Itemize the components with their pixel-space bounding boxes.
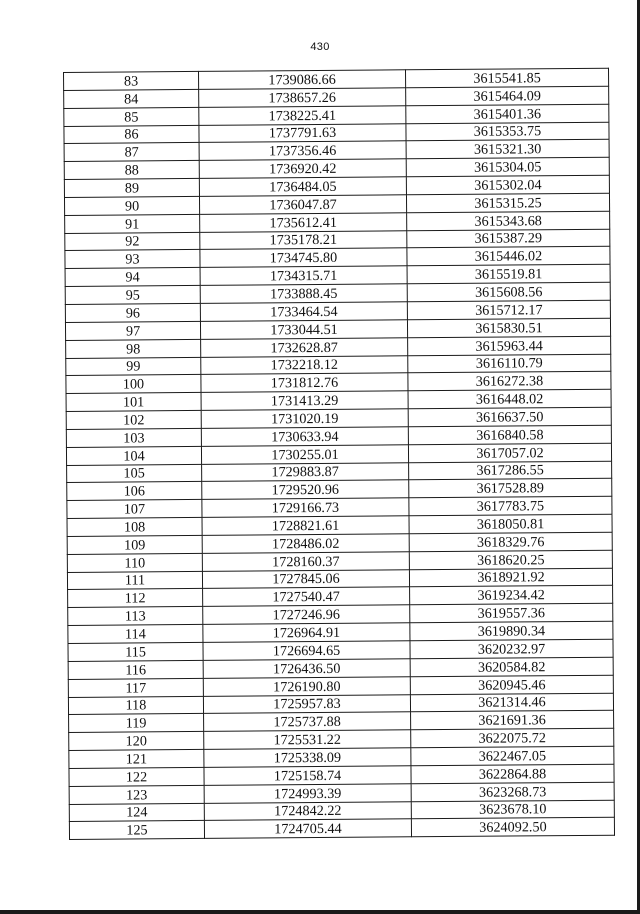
point-number-cell: 83 bbox=[64, 71, 199, 90]
y-coordinate-cell: 3615304.05 bbox=[406, 157, 609, 176]
point-number-cell: 112 bbox=[68, 589, 203, 608]
point-number-cell: 110 bbox=[67, 553, 202, 572]
y-coordinate-cell: 3615315.25 bbox=[406, 193, 609, 212]
y-coordinate-cell: 3615343.68 bbox=[407, 211, 610, 230]
x-coordinate-cell: 1738225.41 bbox=[199, 105, 406, 124]
y-coordinate-cell: 3623268.73 bbox=[411, 782, 614, 801]
x-coordinate-cell: 1728821.61 bbox=[202, 516, 409, 535]
point-number-cell: 116 bbox=[68, 660, 203, 679]
y-coordinate-cell: 3617286.55 bbox=[409, 461, 612, 480]
point-number-cell: 113 bbox=[68, 607, 203, 626]
y-coordinate-cell: 3615963.44 bbox=[408, 336, 611, 355]
x-coordinate-cell: 1733044.51 bbox=[200, 320, 407, 339]
y-coordinate-cell: 3615321.30 bbox=[406, 140, 609, 159]
y-coordinate-cell: 3615519.81 bbox=[407, 264, 610, 283]
y-coordinate-cell: 3620945.46 bbox=[410, 675, 613, 694]
y-coordinate-cell: 3617528.89 bbox=[409, 479, 612, 498]
x-coordinate-cell: 1731020.19 bbox=[201, 409, 408, 428]
x-coordinate-cell: 1731413.29 bbox=[201, 391, 408, 410]
x-coordinate-cell: 1730633.94 bbox=[201, 427, 408, 446]
y-coordinate-cell: 3615302.04 bbox=[406, 175, 609, 194]
point-number-cell: 107 bbox=[67, 500, 202, 519]
point-number-cell: 122 bbox=[69, 767, 204, 786]
y-coordinate-cell: 3615541.85 bbox=[405, 68, 608, 87]
page-number: 430 bbox=[310, 41, 330, 53]
point-number-cell: 103 bbox=[66, 428, 201, 447]
x-coordinate-cell: 1735612.41 bbox=[200, 213, 407, 232]
point-number-cell: 111 bbox=[67, 571, 202, 590]
x-coordinate-cell: 1736920.42 bbox=[199, 159, 406, 178]
x-coordinate-cell: 1726436.50 bbox=[203, 659, 410, 678]
y-coordinate-cell: 3622075.72 bbox=[411, 728, 614, 747]
x-coordinate-cell: 1735178.21 bbox=[200, 230, 407, 249]
point-number-cell: 85 bbox=[64, 107, 199, 126]
x-coordinate-cell: 1739086.66 bbox=[198, 70, 405, 89]
x-coordinate-cell: 1734745.80 bbox=[200, 248, 407, 267]
coordinates-table-container bbox=[63, 68, 614, 841]
y-coordinate-cell: 3622864.88 bbox=[411, 764, 614, 783]
point-number-cell: 120 bbox=[69, 732, 204, 751]
y-coordinate-cell: 3618050.81 bbox=[409, 514, 612, 533]
point-number-cell: 115 bbox=[68, 642, 203, 661]
y-coordinate-cell: 3619234.42 bbox=[410, 586, 613, 605]
x-coordinate-cell: 1732628.87 bbox=[201, 337, 408, 356]
x-coordinate-cell: 1724993.39 bbox=[204, 784, 411, 803]
x-coordinate-cell: 1727540.47 bbox=[203, 587, 410, 606]
point-number-cell: 100 bbox=[66, 375, 201, 394]
x-coordinate-cell: 1724705.44 bbox=[204, 819, 411, 838]
scan-border-bottom bbox=[0, 910, 640, 914]
point-number-cell: 91 bbox=[65, 214, 200, 233]
point-number-cell: 118 bbox=[68, 696, 203, 715]
point-number-cell: 108 bbox=[67, 518, 202, 537]
x-coordinate-cell: 1728160.37 bbox=[202, 552, 409, 571]
y-coordinate-cell: 3616637.50 bbox=[408, 407, 611, 426]
x-coordinate-cell: 1729883.87 bbox=[202, 462, 409, 481]
x-coordinate-cell: 1737791.63 bbox=[199, 123, 406, 142]
y-coordinate-cell: 3615712.17 bbox=[407, 300, 610, 319]
x-coordinate-cell: 1729520.96 bbox=[202, 480, 409, 499]
point-number-cell: 86 bbox=[64, 125, 199, 144]
point-number-cell: 94 bbox=[65, 268, 200, 287]
coordinates-table-body bbox=[64, 68, 615, 840]
point-number-cell: 87 bbox=[64, 143, 199, 162]
y-coordinate-cell: 3615464.09 bbox=[406, 86, 609, 105]
point-number-cell: 106 bbox=[67, 482, 202, 501]
point-number-cell: 97 bbox=[65, 321, 200, 340]
point-number-cell: 98 bbox=[66, 339, 201, 358]
point-number-cell: 125 bbox=[69, 821, 204, 840]
y-coordinate-cell: 3622467.05 bbox=[411, 746, 614, 765]
point-number-cell: 121 bbox=[69, 749, 204, 768]
x-coordinate-cell: 1728486.02 bbox=[202, 534, 409, 553]
y-coordinate-cell: 3621314.46 bbox=[410, 693, 613, 712]
y-coordinate-cell: 3617783.75 bbox=[409, 496, 612, 515]
point-number-cell: 109 bbox=[67, 535, 202, 554]
x-coordinate-cell: 1731812.76 bbox=[201, 373, 408, 392]
y-coordinate-cell: 3616110.79 bbox=[408, 354, 611, 373]
y-coordinate-cell: 3615446.02 bbox=[407, 247, 610, 266]
x-coordinate-cell: 1733888.45 bbox=[200, 284, 407, 303]
y-coordinate-cell: 3618620.25 bbox=[409, 550, 612, 569]
x-coordinate-cell: 1726964.91 bbox=[203, 623, 410, 642]
point-number-cell: 101 bbox=[66, 393, 201, 412]
x-coordinate-cell: 1730255.01 bbox=[201, 445, 408, 464]
x-coordinate-cell: 1733464.54 bbox=[200, 302, 407, 321]
x-coordinate-cell: 1736047.87 bbox=[199, 195, 406, 214]
x-coordinate-cell: 1738657.26 bbox=[199, 88, 406, 107]
y-coordinate-cell: 3621691.36 bbox=[411, 711, 614, 730]
point-number-cell: 84 bbox=[64, 89, 199, 108]
x-coordinate-cell: 1726694.65 bbox=[203, 641, 410, 660]
y-coordinate-cell: 3616272.38 bbox=[408, 372, 611, 391]
y-coordinate-cell: 3623678.10 bbox=[411, 800, 614, 819]
x-coordinate-cell: 1736484.05 bbox=[199, 177, 406, 196]
x-coordinate-cell: 1729166.73 bbox=[202, 498, 409, 517]
point-number-cell: 104 bbox=[66, 446, 201, 465]
x-coordinate-cell: 1732218.12 bbox=[201, 355, 408, 374]
x-coordinate-cell: 1725531.22 bbox=[204, 730, 411, 749]
y-coordinate-cell: 3615353.75 bbox=[406, 122, 609, 141]
point-number-cell: 92 bbox=[65, 232, 200, 251]
point-number-cell: 99 bbox=[66, 357, 201, 376]
x-coordinate-cell: 1725158.74 bbox=[204, 766, 411, 785]
y-coordinate-cell: 3616448.02 bbox=[408, 389, 611, 408]
point-number-cell: 90 bbox=[64, 196, 199, 215]
point-number-cell: 119 bbox=[69, 714, 204, 733]
table-row bbox=[69, 818, 614, 840]
y-coordinate-cell: 3618329.76 bbox=[409, 532, 612, 551]
coordinates-table bbox=[63, 68, 615, 841]
y-coordinate-cell: 3619557.36 bbox=[410, 604, 613, 623]
x-coordinate-cell: 1725737.88 bbox=[204, 712, 411, 731]
x-coordinate-cell: 1727845.06 bbox=[202, 569, 409, 588]
point-number-cell: 123 bbox=[69, 785, 204, 804]
x-coordinate-cell: 1724842.22 bbox=[204, 801, 411, 820]
x-coordinate-cell: 1725338.09 bbox=[204, 748, 411, 767]
y-coordinate-cell: 3624092.50 bbox=[411, 818, 614, 837]
point-number-cell: 117 bbox=[68, 678, 203, 697]
point-number-cell: 95 bbox=[65, 286, 200, 305]
y-coordinate-cell: 3615608.56 bbox=[407, 282, 610, 301]
x-coordinate-cell: 1725957.83 bbox=[203, 694, 410, 713]
point-number-cell: 105 bbox=[67, 464, 202, 483]
y-coordinate-cell: 3617057.02 bbox=[408, 443, 611, 462]
point-number-cell: 124 bbox=[69, 803, 204, 822]
y-coordinate-cell: 3619890.34 bbox=[410, 621, 613, 640]
y-coordinate-cell: 3615830.51 bbox=[407, 318, 610, 337]
point-number-cell: 93 bbox=[65, 250, 200, 269]
point-number-cell: 88 bbox=[64, 161, 199, 180]
y-coordinate-cell: 3615401.36 bbox=[406, 104, 609, 123]
y-coordinate-cell: 3616840.58 bbox=[408, 425, 611, 444]
point-number-cell: 114 bbox=[68, 625, 203, 644]
x-coordinate-cell: 1737356.46 bbox=[199, 141, 406, 160]
y-coordinate-cell: 3618921.92 bbox=[409, 568, 612, 587]
y-coordinate-cell: 3620232.97 bbox=[410, 639, 613, 658]
point-number-cell: 102 bbox=[66, 410, 201, 429]
x-coordinate-cell: 1734315.71 bbox=[200, 266, 407, 285]
y-coordinate-cell: 3620584.82 bbox=[410, 657, 613, 676]
y-coordinate-cell: 3615387.29 bbox=[407, 229, 610, 248]
x-coordinate-cell: 1726190.80 bbox=[203, 676, 410, 695]
point-number-cell: 89 bbox=[64, 178, 199, 197]
x-coordinate-cell: 1727246.96 bbox=[203, 605, 410, 624]
point-number-cell: 96 bbox=[65, 303, 200, 322]
